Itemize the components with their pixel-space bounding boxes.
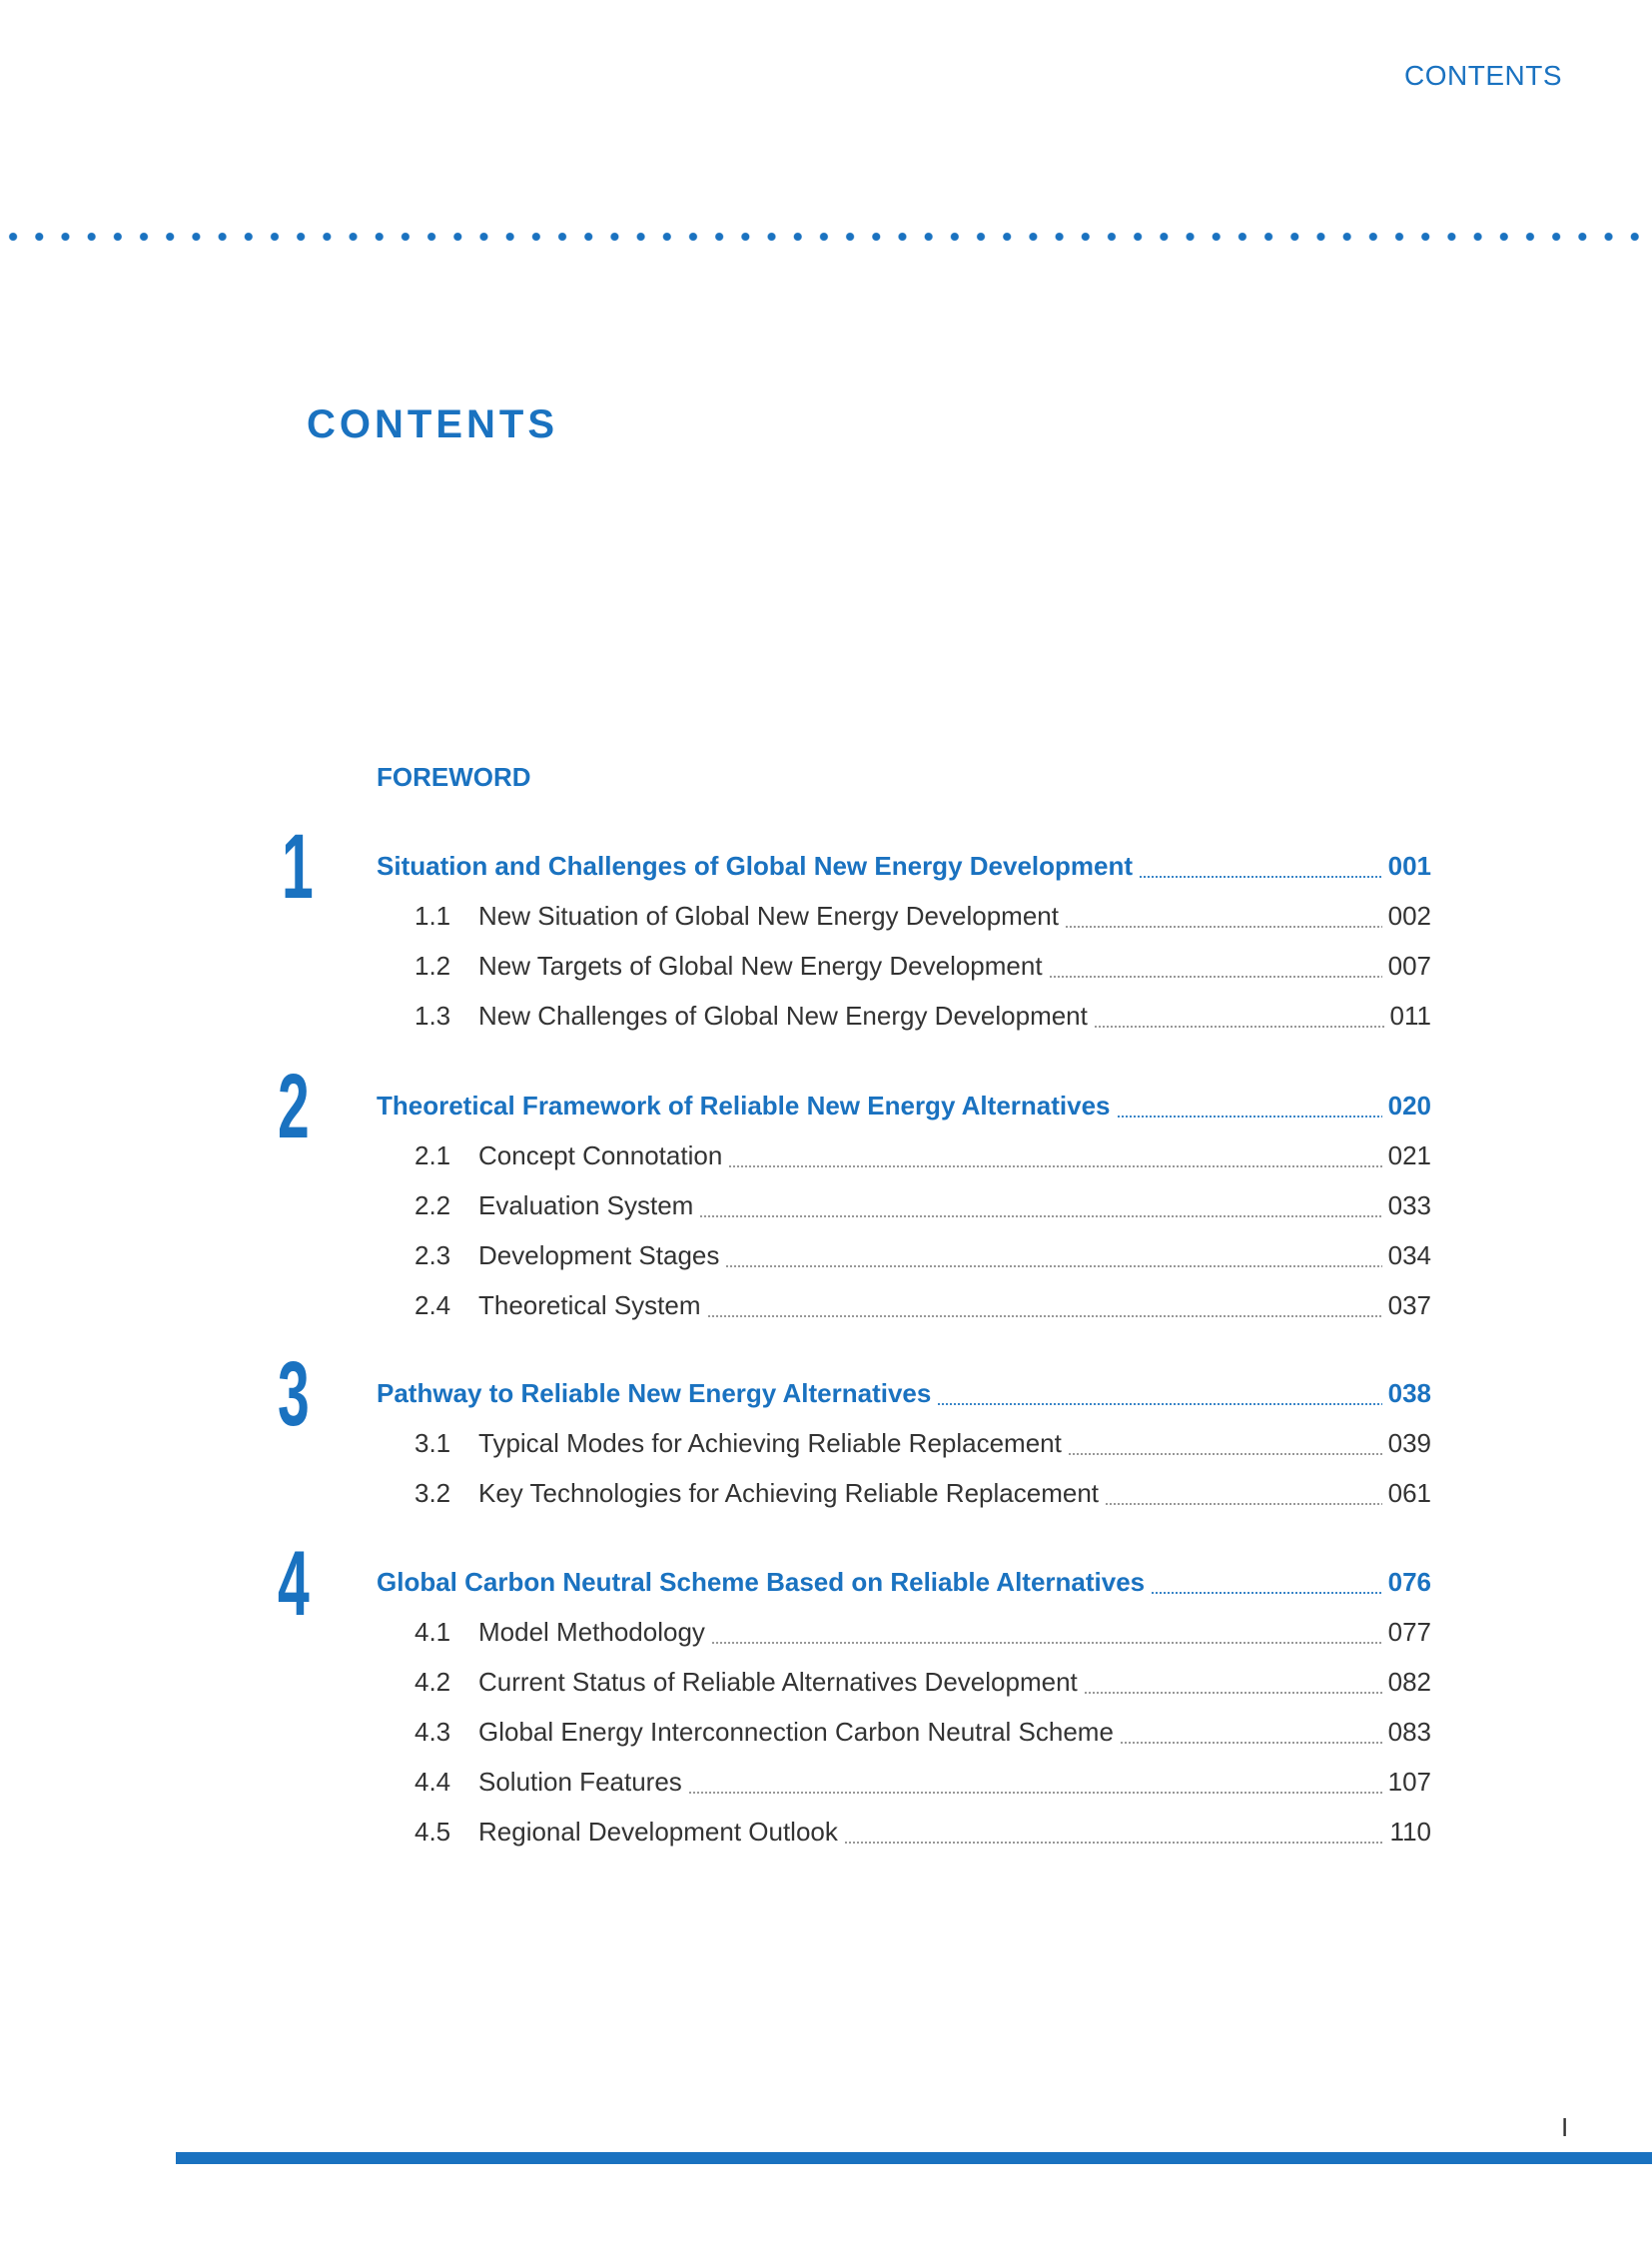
- toc-section-title: Solution Features: [478, 1767, 682, 1797]
- dot-leader: [1065, 926, 1382, 928]
- toc-section-number: 2.2: [414, 1190, 451, 1220]
- toc-section-title: New Targets of Global New Energy Development: [478, 951, 1043, 981]
- toc-chapter-3[interactable]: [377, 1378, 1431, 1412]
- toc-section-title: New Challenges of Global New Energy Development: [478, 1001, 1088, 1031]
- chapter-number: 2: [278, 1056, 310, 1157]
- toc-section[interactable]: [377, 1190, 1431, 1224]
- toc-section[interactable]: [377, 1667, 1431, 1701]
- toc-section-title: Evaluation System: [478, 1190, 694, 1220]
- toc-chapter-1[interactable]: [377, 851, 1431, 885]
- toc-section-title: Theoretical System: [478, 1290, 701, 1320]
- toc-section-title: Development Stages: [478, 1240, 720, 1270]
- toc-section[interactable]: [377, 1240, 1431, 1274]
- toc-section-number: 4.4: [414, 1767, 451, 1797]
- toc-page-number: 082: [1387, 1667, 1431, 1697]
- toc-section-title: Key Technologies for Achieving Reliable Replacement: [478, 1478, 1100, 1508]
- toc-page-number: 011: [1389, 1001, 1431, 1031]
- toc-page-number: 037: [1387, 1290, 1431, 1320]
- dot-leader: [937, 1403, 1381, 1405]
- toc-page-number: 021: [1387, 1140, 1431, 1170]
- toc-chapter-4[interactable]: [377, 1567, 1431, 1601]
- dot-leader: [1105, 1503, 1382, 1505]
- toc-section[interactable]: [377, 1617, 1431, 1651]
- toc-section[interactable]: [377, 901, 1431, 935]
- toc-chapter-title: Theoretical Framework of Reliable New Energy Alternatives: [377, 1091, 1111, 1120]
- toc-page-number: 107: [1387, 1767, 1431, 1797]
- toc-section-number: 4.2: [414, 1667, 451, 1697]
- toc-section-title: Current Status of Reliable Alternatives Development: [478, 1667, 1078, 1697]
- dot-leader: [707, 1315, 1382, 1317]
- dot-leader: [1049, 976, 1382, 978]
- toc-chapter-title: Pathway to Reliable New Energy Alternatives: [377, 1378, 932, 1408]
- toc-page-number: 007: [1387, 951, 1431, 981]
- dot-leader: [1094, 1026, 1384, 1028]
- toc-page-number: 039: [1387, 1428, 1431, 1458]
- toc-section-number: 1.1: [414, 901, 451, 931]
- page-title: CONTENTS: [307, 402, 558, 446]
- toc-chapter-title: Situation and Challenges of Global New Energy Development: [377, 851, 1134, 881]
- dot-leader: [1120, 1742, 1382, 1744]
- toc-page-number: 110: [1389, 1817, 1431, 1847]
- dot-leader: [711, 1642, 1382, 1644]
- toc-section[interactable]: [377, 1140, 1431, 1174]
- chapter-number: 3: [278, 1343, 310, 1445]
- toc-page-number: 076: [1387, 1567, 1431, 1597]
- dot-leader: [699, 1215, 1381, 1217]
- toc-section-title: Global Energy Interconnection Carbon Neutral Scheme: [478, 1717, 1114, 1747]
- toc-page-number: 020: [1387, 1091, 1431, 1120]
- toc-page-number: 061: [1387, 1478, 1431, 1508]
- toc-page-number: 001: [1387, 851, 1431, 881]
- toc-chapter-title: Global Carbon Neutral Scheme Based on Reliable Alternatives: [377, 1567, 1146, 1597]
- running-header: CONTENTS: [1404, 60, 1562, 91]
- toc-section[interactable]: [377, 1767, 1431, 1801]
- page-folio: I: [1561, 2112, 1569, 2142]
- toc-section-number: 4.3: [414, 1717, 451, 1747]
- toc-page-number: 034: [1387, 1240, 1431, 1270]
- toc-section-title: New Situation of Global New Energy Development: [478, 901, 1059, 931]
- toc-section-number: 2.3: [414, 1240, 451, 1270]
- chapter-number: 4: [278, 1533, 310, 1635]
- toc-section[interactable]: [377, 1290, 1431, 1324]
- toc-section[interactable]: [377, 1717, 1431, 1751]
- toc-section-title: Regional Development Outlook: [478, 1817, 838, 1847]
- toc-section-number: 1.3: [414, 1001, 451, 1031]
- toc-section-title: Concept Connotation: [478, 1140, 723, 1170]
- dot-leader: [1151, 1592, 1381, 1594]
- dot-leader: [728, 1165, 1381, 1167]
- toc-section-number: 4.1: [414, 1617, 451, 1647]
- toc-section-number: 1.2: [414, 951, 451, 981]
- toc-section[interactable]: [377, 1478, 1431, 1512]
- toc-section-number: 3.2: [414, 1478, 451, 1508]
- chapter-number: 1: [282, 816, 314, 918]
- dot-leader: [688, 1792, 1382, 1794]
- toc-section-number: 4.5: [414, 1817, 451, 1847]
- toc-section-number: 2.1: [414, 1140, 451, 1170]
- dot-leader: [844, 1842, 1384, 1844]
- toc-section-title: Typical Modes for Achieving Reliable Replacement: [478, 1428, 1062, 1458]
- toc-page-number: 002: [1387, 901, 1431, 931]
- toc-section-title: Model Methodology: [478, 1617, 705, 1647]
- toc-page-number: 083: [1387, 1717, 1431, 1747]
- toc-section[interactable]: [377, 1817, 1431, 1851]
- dot-leader: [1139, 876, 1382, 878]
- toc-page-number: 033: [1387, 1190, 1431, 1220]
- footer-bar: [176, 2152, 1652, 2164]
- toc-foreword[interactable]: FOREWORD: [377, 762, 531, 792]
- dotted-divider: [0, 231, 1652, 243]
- toc-section[interactable]: [377, 1428, 1431, 1462]
- dot-leader: [725, 1265, 1381, 1267]
- dot-leader: [1084, 1692, 1382, 1694]
- toc-section-number: 3.1: [414, 1428, 451, 1458]
- toc-page-number: 077: [1387, 1617, 1431, 1647]
- dot-leader: [1117, 1116, 1382, 1118]
- toc-section[interactable]: [377, 951, 1431, 985]
- toc-chapter-2[interactable]: [377, 1091, 1431, 1124]
- toc-section-number: 2.4: [414, 1290, 451, 1320]
- dot-leader: [1068, 1453, 1382, 1455]
- toc-page-number: 038: [1387, 1378, 1431, 1408]
- toc-section[interactable]: [377, 1001, 1431, 1035]
